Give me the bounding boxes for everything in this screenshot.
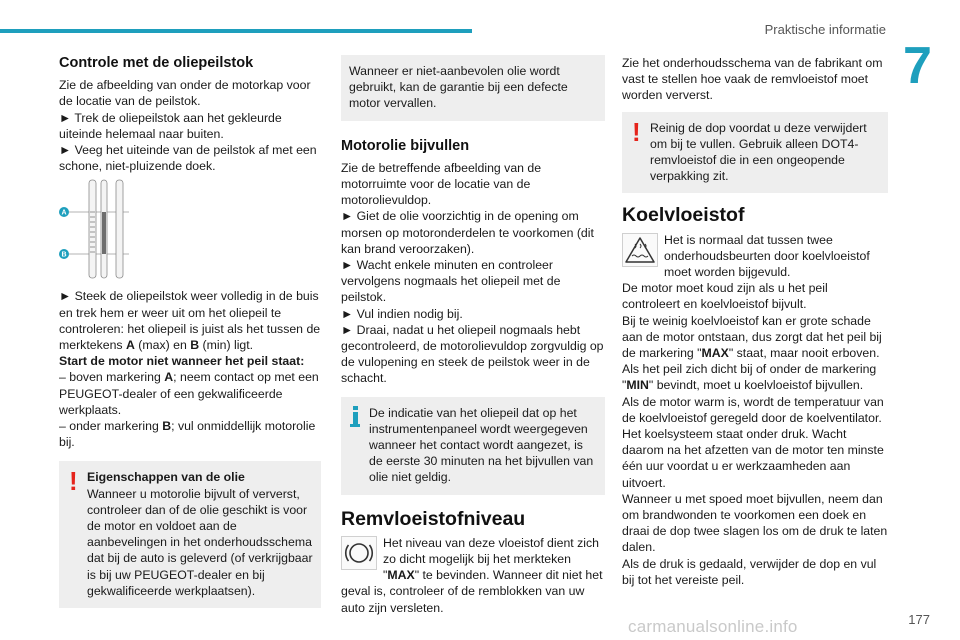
marker-a-label: A — [61, 210, 67, 218]
warning-text: Wanneer u motorolie bijvult of ververst, controleer dan of de olie geschikt is voor de motor en voldoet aan de aanbevelingen in het onderhoudsschema dat bij de auto is geleverd (of verkrijgbaar is bij uw PEUGEOT-dealer en bij gekwalificeerde werkplaatsen). — [87, 486, 313, 598]
coolant-text: Wanneer u met spoed moet bijvullen, neem dan om brandwonden te voorkomen een doek en draai de dop twee slagen los om de druk te laten dalen. — [622, 491, 888, 555]
dipstick-illustration — [59, 178, 159, 282]
chapter-title: Praktische informatie — [764, 22, 886, 37]
step: ► Giet de olie voorzichtig in de opening om morsen op motoronderdelen te voorkomen (dit kan brand veroorzaken). — [341, 209, 594, 256]
section-heading-coolant: Koelvloeistof — [622, 204, 745, 227]
coolant-text: Als de druk is gedaald, verwijder de dop en vul bij tot het vereiste peil. — [622, 556, 877, 587]
marker-b-label: B — [61, 252, 67, 260]
header-accent-bar — [0, 29, 472, 33]
info-icon — [350, 406, 360, 430]
brake-fluid-icon — [341, 536, 377, 570]
section-heading-oil-topup: Motorolie bijvullen — [341, 137, 470, 154]
step: ► Draai, nadat u het oliepeil nogmaals hebt gecontroleerd, de motorolievuldop zorgvuldig op de vulopening en steek de peilstok weer in de schacht. — [341, 322, 604, 386]
warning-text: Reinig de dop voordat u deze verwijdert om bij te vullen. Gebruik alleen DOT4-remvloeistof die in een ongeopende verpakking zit. — [650, 120, 867, 184]
paragraph: Zie de betreffende afbeelding van de motorruimte voor de locatie van de motorolievuldop. — [341, 160, 542, 208]
step: ► Wacht enkele minuten en controleer vervolgens nogmaals het oliepeil met de peilstok. — [341, 258, 561, 305]
section-heading-brake-fluid: Remvloeistofniveau — [341, 507, 526, 530]
section-heading-dipstick: Controle met de oliepeilstok — [59, 55, 254, 71]
coolant-text: Bij te weinig koelvloeistof kan er grote schade aan de motor ontstaan, dus zorgt dat het peil bij de markering "MAX" staat, maar nooit erboven. — [622, 313, 882, 361]
coolant-text: Het is normaal dat tussen twee onderhoudsbeurten door koelvloeistof moet worden bijgevuld. — [664, 232, 870, 280]
column-right — [622, 55, 888, 588]
warning-icon: ! — [69, 466, 78, 497]
coolant-hot-icon — [622, 233, 658, 267]
warning-title: Eigenschappen van de olie — [87, 470, 245, 485]
watermark: carmanualsonline.info — [628, 617, 798, 636]
step: ► Steek de oliepeilstok weer volledig in de buis en trek hem er weer uit om het oliepeil te controleren: het oliepeil is juist als het tussen de merktekens A (max) en B (min) ligt. — [59, 289, 321, 353]
coolant-text: Als het peil zich dicht bij of onder de markering "MIN" bevindt, moet u koelvloeistof bijvullen. — [622, 362, 877, 393]
note-box-warranty — [341, 55, 605, 121]
dipstick-figure — [59, 178, 321, 282]
column-left — [59, 55, 321, 608]
warning-icon: ! — [632, 116, 641, 147]
step: ► Veeg het uiteinde van de peilstok af met een schone, niet-pluizende doek. — [59, 143, 317, 174]
brake-fluid-text: Het niveau van deze vloeistof dient zich zo dicht mogelijk bij het merkteken "MAX" te bevinden. Wanneer dit niet het geval is, controleer of de remblokken van uw auto zijn versleten. — [341, 535, 603, 615]
list-item: – onder markering B; vul onmiddellijk motorolie bij. — [59, 419, 316, 450]
coolant-text: Als de motor warm is, wordt de temperatuur van de koelvloeistof geregeld door de koelventilator. Het koelsysteem staat onder druk. Wacht daarom na het afzetten van de motor ten minste één uur voordat u er werkzaamheden aan uitvoert. — [622, 394, 884, 490]
warning-box-oil — [59, 461, 321, 608]
info-box-oil-level — [341, 397, 605, 495]
subheading: Start de motor niet wanneer het peil staat: — [59, 354, 305, 369]
column-middle — [341, 55, 605, 616]
paragraph: Zie de afbeelding van onder de motorkap voor de locatie van de peilstok. — [59, 78, 311, 109]
note-text: Wanneer er niet-aanbevolen olie wordt gebruikt, kan de garantie bij een defecte motor vervallen. — [349, 64, 568, 111]
coolant-text: De motor moet koud zijn als u het peil controleert en koelvloeistof bijvult. — [622, 281, 828, 312]
paragraph: Zie het onderhoudsschema van de fabrikant om vast te stellen hoe vaak de remvloeistof moet worden ververst. — [622, 56, 883, 103]
warning-box-brake-fluid — [622, 112, 888, 194]
chapter-number: 7 — [903, 37, 932, 95]
info-text: De indicatie van het oliepeil dat op het instrumentenpaneel wordt weergegeven wanneer het contact wordt aangezet, is de eerste 30 minuten na het bijvullen van olie niet geldig. — [369, 405, 594, 485]
list-item: – boven markering A; neem contact op met een PEUGEOT-dealer of een gekwalificeerde werkplaats. — [59, 370, 319, 417]
step: ► Trek de oliepeilstok aan het gekleurde uiteinde helemaal naar buiten. — [59, 110, 282, 141]
page-number: 177 — [908, 612, 930, 627]
step: ► Vul indien nodig bij. — [341, 306, 463, 321]
